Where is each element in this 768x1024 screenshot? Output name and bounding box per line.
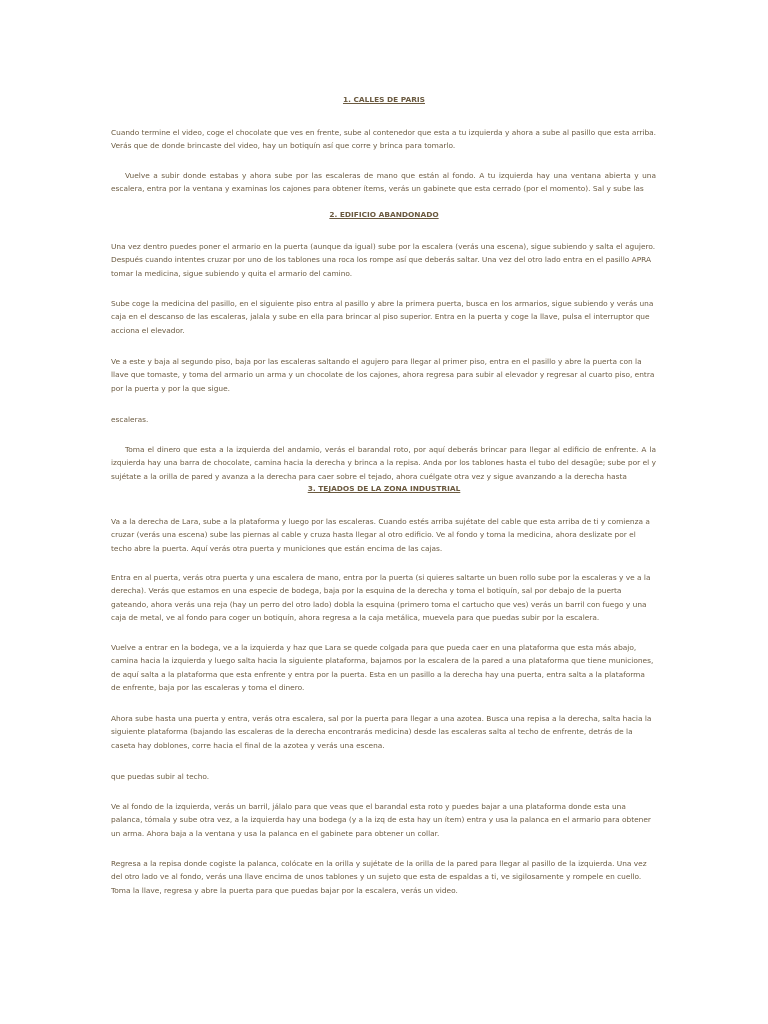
paragraph-12: que puedas subir al techo.: [111, 772, 210, 781]
paragraph-3: Una vez dentro puedes poner el armario en la puerta (aunque da igual) sube por la escalera (verás una escena), sigue subiendo y salta el agujero. Después cuando intentes cruzar por uno de los tablones una roca los rompe así que deberás saltar. Una vez del otro lado entra en el pasillo APRA tomar la medicina, sigue subiendo y quita el armario del camino.: [111, 242, 656, 278]
paragraph-13: Ve al fondo de la izquierda, verás un barril, jálalo para que veas que el barandal esta roto y puedes bajar a una plataforma donde esta una palanca, tómala y sube otra vez, a la izquierda hay una bodega (y a la izq de esta hay un ítem) entra y usa la palanca en el armario para obtener un arma. Ahora baja a la ventana y usa la palanca en el gabinete para obtener un collar.: [111, 802, 651, 838]
paragraph-5: Ve a este y baja al segundo piso, baja por las escaleras saltando el agujero para llegar al primer piso, entra en el pasillo y abre la puerta con la llave que tomaste, y toma del armario un arma y un chocolate de los cajones, ahora regresa para subir al elevador y regresar al cuarto piso, entra por la puerta y por la que sigue.: [111, 357, 655, 393]
section-title-edificio-abandonado: 2. EDIFICIO ABANDONADO: [329, 210, 439, 219]
paragraph-4: Sube coge la medicina del pasillo, en el siguiente piso entra al pasillo y abre la primera puerta, busca en los armarios, sigue subiendo y verás una caja en el descanso de las escaleras, jalala y sube en ella para brincar al piso superior. Entra en la puerta y coge la llave, pulsa el interruptor que acciona el elevador.: [111, 299, 654, 335]
paragraph-9: Entra en al puerta, verás otra puerta y una escalera de mano, entra por la puerta (si quieres saltarte un buen rollo sube por la escaleras y ve a la derecha). Verás que estamos en una especie de bodega, baja por la esquina de la derecha y toma el botiquín, sal por debajo de la puerta gateando, ahora verás una reja (hay un perro del otro lado) dobla la esquina (primero toma el cartucho que ves) verás un barril con fuego y una caja de metal, ve al fondo para coger un botiquín, ahora regresa a la caja metálica, muevela para que puedas subir por la escalera.: [111, 573, 651, 622]
section-title-tejados-zona-industrial: 3. TEJADOS DE LA ZONA INDUSTRIAL: [300, 484, 468, 493]
paragraph-8: Va a la derecha de Lara, sube a la plataforma y luego por las escaleras. Cuando estés arriba sujétate del cable que esta arriba de ti y comienza a cruzar (verás una escena) sube las piernas al cable y cruza hasta llegar al otro edificio. Ve al fondo y toma la medicina, ahora deslizate por el techo abre la puerta. Aquí verás otra puerta y municiones que están encima de las cajas.: [111, 517, 650, 553]
paragraph-6: escaleras.: [111, 415, 149, 424]
section-title-calles-de-paris: 1. CALLES DE PARIS: [342, 95, 425, 104]
paragraph-14: Regresa a la repisa donde cogiste la palanca, colócate en la orilla y sujétate de la orilla de la pared para llegar al pasillo de la izquierda. Una vez del otro lado ve al fondo, verás una llave encima de unos tablones y un sujeto que esta de espaldas a ti, ve sigilosamente y rompele en cuello. Toma la llave, regresa y abre la puerta para que puedas bajar por la escalera, verás un video.: [111, 859, 647, 895]
paragraph-2: Vuelve a subir donde estabas y ahora sube por las escaleras de mano que están al fondo. A tu izquierda hay una ventana abierta y una escalera, entra por la ventana y examinas los cajones para obtener ítems, verás un gabinete que esta cerrado (por el momento). Sal y sube las: [111, 171, 656, 194]
paragraph-7: Toma el dinero que esta a la izquierda del andamio, verás el barandal roto, por aquí deberás brincar para llegar al edificio de enfrente. A la izquierda hay una barra de chocolate, camina hacia la derecha y brinca a la repisa. Anda por los tablones hasta el tubo del desagüe; sube por el y sujétate a la orilla de pared y avanza a la derecha para caer sobre el tejado, ahora cuélgate otra vez y sigue avanzando a la derecha hasta: [111, 445, 656, 481]
paragraph-10: Vuelve a entrar en la bodega, ve a la izquierda y haz que Lara se quede colgada para que pueda caer en una plataforma que esta más abajo, camina hacia la izquierda y luego salta hacia la siguiente plataforma, bajamos por la escalera de la pared a una plataforma que tiene municiones, de aquí salta a la plataforma que esta enfrente y entra por la puerta. Esta en un pasillo a la derecha hay una puerta, entra salta a la plataforma de enfrente, baja por las escaleras y toma el dinero.: [111, 643, 654, 692]
paragraph-1: Cuando termine el video, coge el chocolate que ves en frente, sube al contenedor que esta a tu izquierda y ahora a sube al pasillo que esta arriba. Verás que de donde brincaste del video, hay un botiquín así que corre y brinca para tomarlo.: [111, 128, 657, 151]
paragraph-11: Ahora sube hasta una puerta y entra, verás otra escalera, sal por la puerta para llegar a una azotea. Busca una repisa a la derecha, salta hacia la siguiente plataforma (bajando las escaleras de la derecha encontrarás medicina) desde las escaleras salta al techo de enfrente, detrás de la caseta hay doblones, corre hacia el final de la azotea y verás una escena.: [111, 714, 652, 750]
